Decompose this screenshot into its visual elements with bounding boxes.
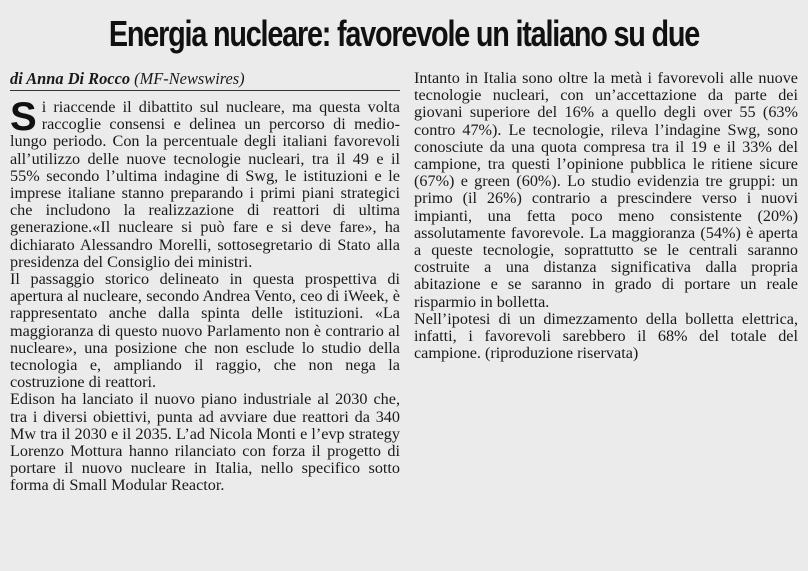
paragraph-4: Intanto in Italia sono oltre la metà i favorevoli alle nuove tecnologie nucleari, con un’accettazione da parte dei giovani superiore del 16% a quello degli over 55 (63% contro 47%). Le tecnologie, rileva l’indagine Swg, sono conosciute da una quota compresa tra il 19 e il 33% del campione, tra questi l’opinione pubblica le ritiene sicure (67%) e green (60%). Lo studio evidenzia tre gruppi: un primo (il 26%) contrario a prescindere verso i nuovi impianti, una fetta poco meno consistente (20%) assolutamente favorevole. La maggioranza (54%) è aperta a queste tecnologie, soprattutto se le centrali saranno costruite a una distanza significativa dalla propria abitazione e se saranno in grado di portare un reale risparmio in bolletta. — [414, 69, 798, 311]
paragraph-2: Il passaggio storico delineato in questa prospettiva di apertura al nucleare, secondo Andrea Vento, ceo di iWeek, è rappresentato anche dalla spinta delle istituzioni. «La maggioranza di questo nuovo Parlamento non è contrario al nucleare», una posizione che non esclude lo studio della tecnologia e, ampliando il raggio, che non nega la costruzione di reattori. — [10, 270, 400, 392]
drop-cap: S — [10, 95, 37, 139]
column-left — [10, 70, 400, 495]
byline — [10, 70, 400, 91]
paragraph-5: Nell’ipotesi di un dimezzamento della bolletta elettrica, infatti, i favorevoli sarebbero il 68% del totale del campione. (riproduzione riservata) — [414, 309, 798, 363]
article-headline: Energia nucleare: favorevole un italiano su due — [108, 13, 700, 54]
article-body — [10, 70, 798, 495]
paragraph-3: Edison ha lanciato il nuovo piano industriale al 2030 che, tra i diversi obiettivi, punta ad avviare due reattori da 340 Mw tra il 2030 e il 2035. L’ad Nicola Monti e l’evp strategy Lorenzo Mottura hanno rilanciato con forza il progetto di portare il nuovo nucleare in Italia, nello specifico sotto forma di Small Modular Reactor. — [10, 390, 400, 495]
paragraph-1 — [10, 95, 400, 271]
byline-source: (MF-Newswires) — [134, 69, 245, 88]
column-right — [414, 70, 798, 495]
byline-author: di Anna Di Rocco — [10, 69, 131, 88]
paragraph-1-text: i riaccende il dibattito sul nucleare, ma questa volta raccoglie consensi e delinea un percorso di medio-lungo periodo. Con la percentuale degli italiani favorevoli all’utilizzo delle nuove tecnologie nucleari, tra il 49 e il 55% secondo l’ultima indagine di Swg, le istituzioni e le imprese italiane stanno preparando i primi piani strategici che includono la realizzazione di reattori di ultima generazione.«Il nucleare si può fare e si deve fare», ha dichiarato Alessandro Morelli, sottosegretario di Stato alla presidenza del Consiglio dei ministri. — [10, 98, 400, 271]
